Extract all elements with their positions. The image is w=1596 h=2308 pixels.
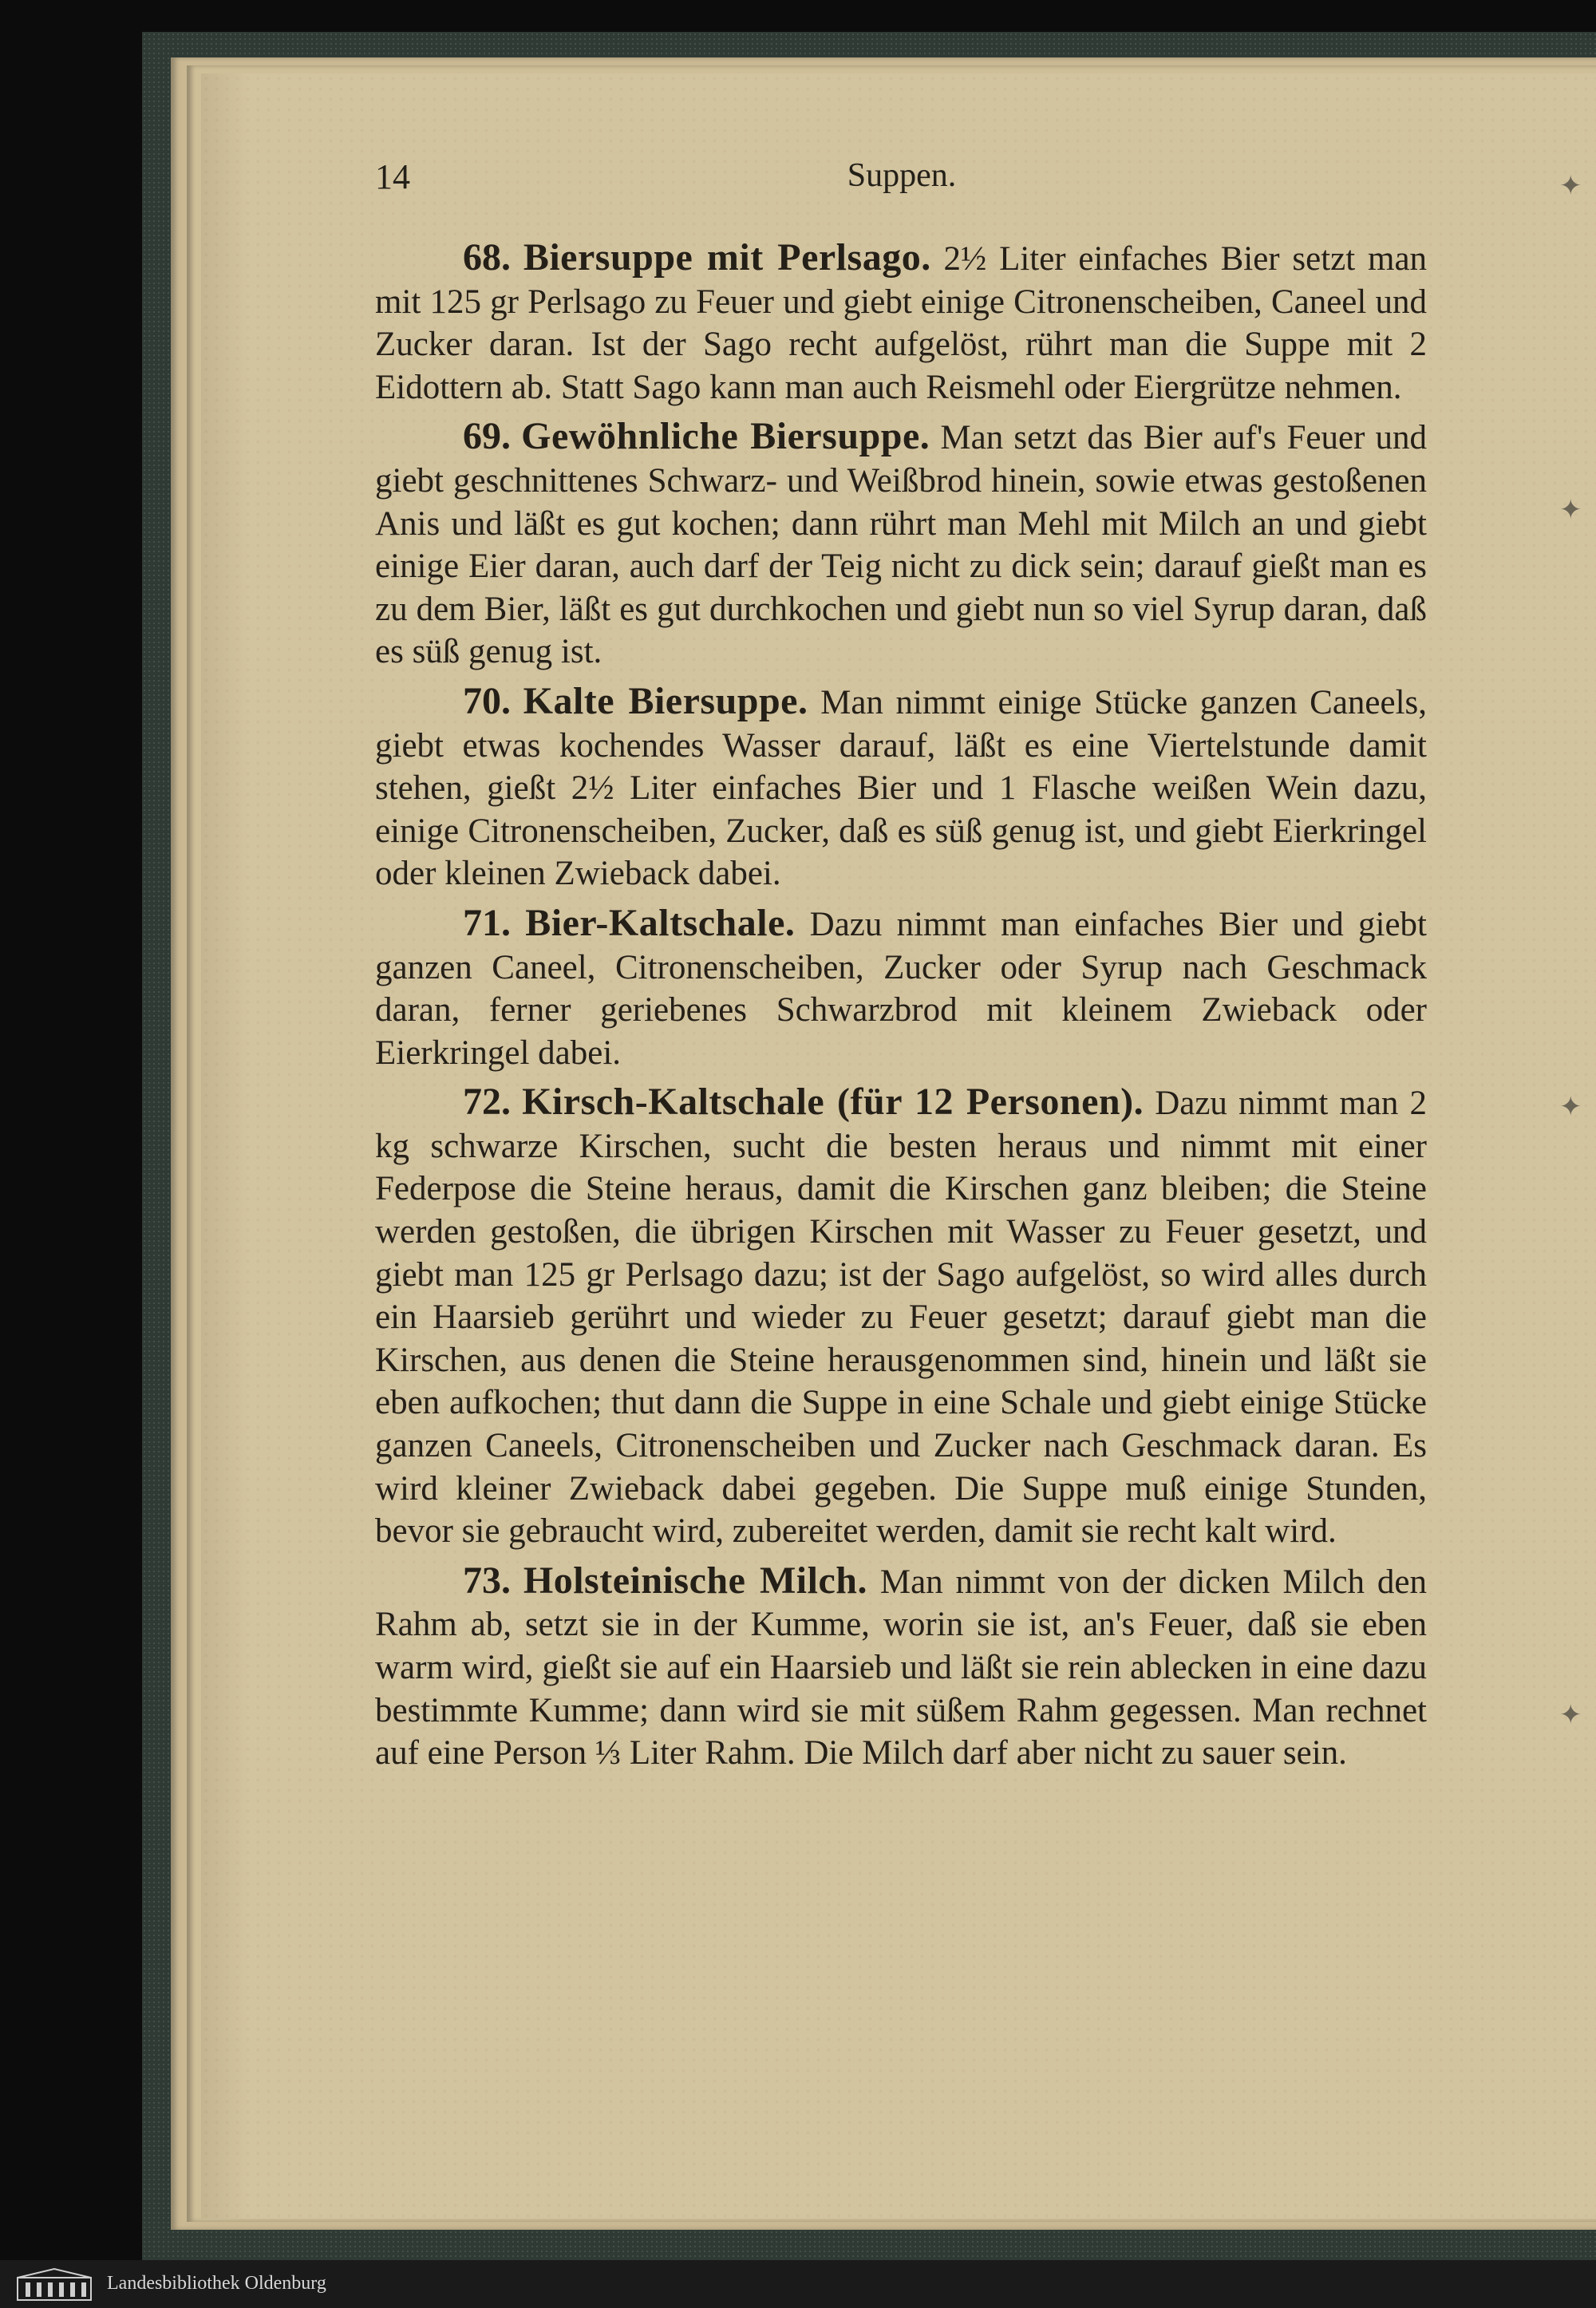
recipe-number: 72. — [463, 1081, 511, 1124]
recipe-number: 70. — [463, 679, 511, 722]
margin-mark-icon: ✦ — [1559, 494, 1582, 526]
recipe-73 — [375, 1559, 1427, 1775]
recipe-text: Dazu nimmt man 2 kg schwarze Kirschen, sucht die besten heraus und nimmt mit einer Federpose die Steine heraus, damit die Kirschen ganz bleiben; die Steine werden gestoßen, die übrigen Kirschen mit Wasser zu Feuer gesetzt, und giebt man 125 gr Perlsago dazu; ist der Sago aufgelöst, so wird alles durch ein Haarsieb gerührt und wieder zu Feuer gesetzt; darauf giebt man die Kirschen, aus denen die Steine herausgenommen sind, hinein und läßt sie eben aufkochen; thut dann die Suppe in eine Schale und giebt einige Stücke ganzen Caneels, Citronenscheiben und Zucker nach Geschmack daran. Es wird kleiner Zwieback dabei gegeben. Die Suppe muß einige Stunden, bevor sie gebraucht wird, zubereitet werden, damit sie recht kalt wird. — [375, 1085, 1428, 1551]
library-building-icon — [14, 2267, 94, 2303]
recipe-68 — [375, 236, 1427, 409]
recipe-title: Kalte Biersuppe. — [523, 679, 808, 722]
recipe-69 — [375, 415, 1427, 674]
running-title: Suppen. — [847, 157, 957, 194]
recipe-title: Holsteinische Milch. — [523, 1559, 867, 1602]
recipe-text: Dazu nimmt man einfaches Bier und giebt ganzen Caneel, Citronenscheiben, Zucker oder Syrup nach Geschmack daran, ferner geriebenes Schwarzbrod mit kleinem Zwieback oder Eierkringel dabei. — [375, 905, 1428, 1072]
recipe-number: 69. — [463, 415, 511, 458]
recipe-title: Bier-Kaltschale. — [525, 901, 796, 944]
recipe-number: 68. — [463, 236, 511, 279]
margin-mark-icon: ✦ — [1559, 170, 1582, 202]
margin-mark-icon: ✦ — [1559, 1091, 1582, 1123]
page-header — [375, 156, 1428, 204]
recipe-72 — [375, 1081, 1427, 1553]
recipe-title: Kirsch-Kaltschale (für 12 Personen). — [522, 1081, 1144, 1124]
margin-mark-icon: ✦ — [1559, 1699, 1582, 1731]
recipe-number: 71. — [463, 901, 511, 944]
recipe-title: Gewöhnliche Biersuppe. — [521, 415, 930, 458]
page-body — [375, 236, 1427, 1781]
recipe-text: Man setzt das Bier auf's Feuer und giebt geschnittenes Schwarz- und Weißbrod hinein, sowie etwas gestoßenen Anis und läßt es gut kochen; dann rührt man Mehl mit Milch an und giebt einige Eier daran, auch darf der Teig nicht zu dick sein; darauf gießt man es zu dem Bier, läßt es gut durchkochen und giebt nun so viel Syrup daran, daß es süß genug ist. — [375, 419, 1428, 671]
recipe-70 — [375, 680, 1427, 895]
recipe-title: Biersuppe mit Perlsago. — [523, 236, 931, 279]
recipe-text: 2½ Liter einfaches Bier setzt man mit 125 gr Perlsago zu Feuer und giebt einige Citronenscheiben, Caneel und Zucker daran. Ist der Sago recht aufgelöst, rührt man die Suppe mit 2 Eidottern ab. Statt Sago kann man auch Reismehl oder Eiergrütze nehmen. — [375, 240, 1428, 406]
recipe-text: Man nimmt von der dicken Milch den Rahm ab, setzt sie in der Kumme, worin sie ist, an's Feuer, daß sie eben warm wird, gießt sie auf ein Haarsieb und läßt sie rein ablecken in eine dazu bestimmte Kumme; dann wird sie mit süßem Rahm gegessen. Man rechnet auf eine Person ⅓ Liter Rahm. Die Milch darf aber nicht zu sauer sein. — [375, 1563, 1428, 1772]
recipe-number: 73. — [463, 1559, 511, 1602]
page-number: 14 — [375, 157, 410, 196]
recipe-71 — [375, 902, 1427, 1074]
recipe-text: Man nimmt einige Stücke ganzen Caneels, giebt etwas kochendes Wasser darauf, läßt es eine Viertelstunde damit stehen, gießt 2½ Liter einfaches Bier und 1 Flasche weißen Wein dazu, einige Citronenscheiben, Zucker, daß es süß genug ist, und giebt Eierkringel oder kleinen Zwieback dabei. — [375, 683, 1428, 893]
library-name: Landesbibliothek Oldenburg — [107, 2273, 326, 2294]
